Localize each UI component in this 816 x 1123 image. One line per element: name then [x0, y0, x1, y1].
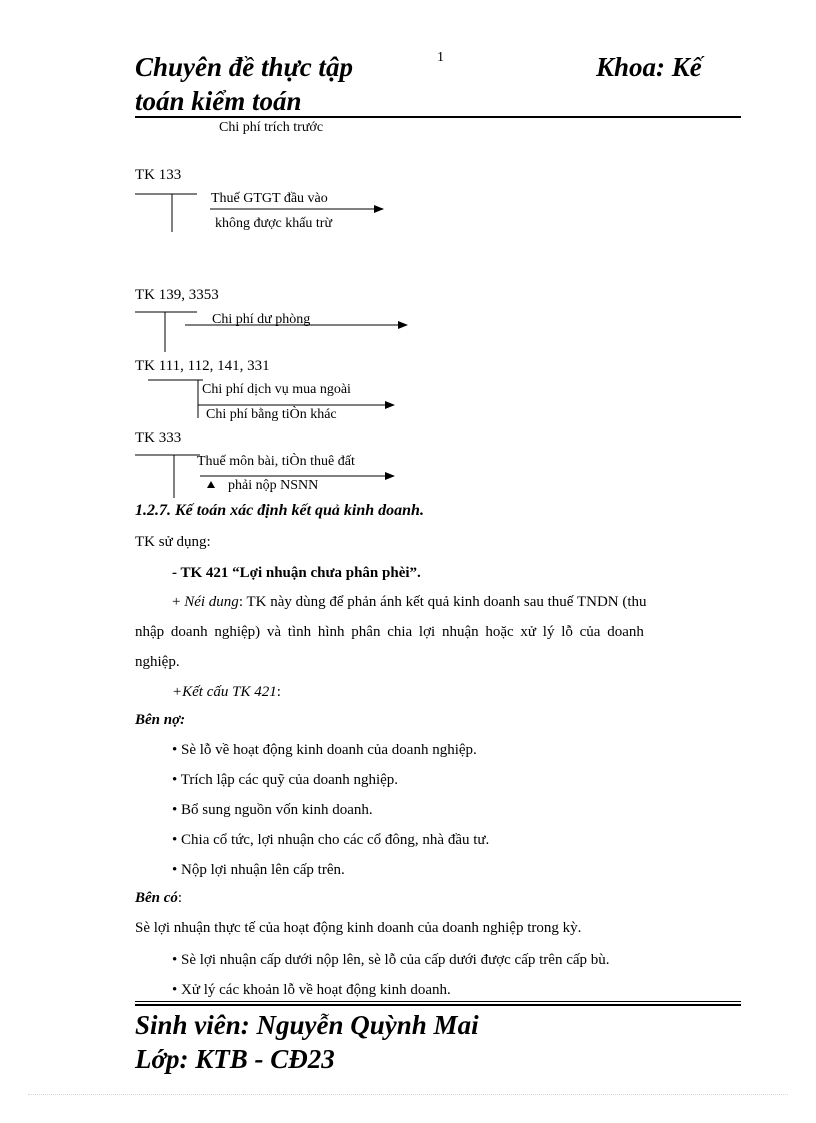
ben-no-item — [172, 772, 398, 789]
ben-no-item-text: Bổ sung nguồn vốn kinh doanh. — [181, 802, 373, 818]
ben-co-item-text: Xử lý các khoản lỗ về hoạt động kinh doanh. — [181, 982, 451, 998]
bullet: • — [172, 772, 178, 788]
ben-no-item-text: Trích lập các quỹ của doanh nghiệp. — [180, 772, 399, 788]
ket-cau-colon: : — [276, 684, 281, 700]
ben-no-item — [172, 742, 477, 759]
tk111-line1: Chi phí dịch vụ mua ngoài — [202, 382, 351, 397]
ket-cau-line — [172, 684, 281, 701]
ben-no-item-text: Nộp lợi nhuận lên cấp trên. — [181, 862, 345, 878]
bullet: • — [172, 982, 178, 998]
ben-co-item — [172, 982, 451, 999]
noi-dung-line2: nhập doanh nghiệp) và tình hình phân chia lợi nhuận hoặc xử lý lỗ của doanh — [135, 624, 644, 640]
tk-used-label: TK sử dụng: — [135, 534, 211, 550]
ben-no-item-text: Chia cổ tức, lợi nhuận cho các cổ đông, nhà đầu tư. — [181, 832, 490, 848]
section-title: 1.2.7. Kế toán xác định kết quả kinh doanh. — [135, 502, 424, 519]
noi-dung-label: Néi dung — [184, 594, 239, 610]
tk333-small-arrowhead — [207, 481, 215, 488]
ben-no-item-text: Sè lỗ về hoạt động kinh doanh của doanh nghiệp. — [181, 742, 477, 758]
ben-no-item — [172, 832, 489, 849]
noi-dung-line3: nghiệp. — [135, 654, 180, 670]
bullet: • — [172, 832, 178, 848]
tk421-title: - TK 421 “Lợi nhuận chưa phân phèi”. — [172, 565, 421, 581]
footer-rule-top — [135, 1001, 741, 1002]
footer-class: Lớp: KTB - CĐ23 — [135, 1044, 335, 1074]
ben-co-item — [172, 952, 610, 969]
header-title-left: Chuyên đề thực tập — [135, 52, 353, 82]
footer-student: Sinh viên: Nguyễn Quỳnh Mai — [135, 1010, 479, 1040]
tk139-line1: Chi phí dư phòng — [212, 312, 311, 327]
bullet: • — [172, 802, 178, 818]
noi-dung-line1 — [172, 594, 647, 611]
bullet: • — [172, 952, 178, 968]
bullet: • — [172, 862, 178, 878]
header-title-left-cont: toán kiểm toán — [135, 86, 302, 116]
tk133-line2: không được khấu trừ — [215, 216, 333, 231]
ben-no-item — [172, 802, 373, 819]
account-tk133: TK 133 — [135, 167, 182, 183]
ben-co-heading: Bên có — [135, 890, 178, 906]
page-bottom-dotted-divider — [28, 1094, 788, 1095]
tk133-line1: Thuế GTGT đầu vào — [211, 191, 328, 206]
tk333-line2: phải nộp NSNN — [228, 478, 319, 493]
ben-co-text: Sè lợi nhuận thực tế của hoạt động kinh doanh của doanh nghiệp trong kỳ. — [135, 920, 582, 936]
ben-no-heading: Bên nợ: — [135, 712, 186, 728]
ben-no-item — [172, 862, 345, 879]
ben-co-colon: : — [177, 890, 183, 906]
footer-rule-bottom — [135, 1004, 741, 1006]
bullet: • — [172, 742, 178, 758]
account-tk139: TK 139, 3353 — [135, 287, 219, 303]
account-tk111: TK 111, 112, 141, 331 — [135, 358, 270, 374]
page-number: 1 — [437, 50, 444, 65]
noi-dung-prefix: + — [172, 594, 185, 610]
header-title-right: Khoa: Kế — [596, 52, 702, 82]
account-tk333: TK 333 — [135, 430, 182, 446]
ben-co-heading-line — [135, 890, 182, 907]
tk333-line1: Thuế môn bài, tiÒn thuê đất — [197, 454, 355, 469]
diagram-top-label: Chi phí trích trước — [219, 120, 324, 135]
ket-cau-label: +Kết cấu TK 421 — [172, 684, 277, 700]
tk111-line2: Chi phí bằng tiÒn khác — [206, 407, 337, 422]
ben-co-item-text: Sè lợi nhuận cấp dưới nộp lên, sè lỗ của cấp dưới được cấp trên cấp bù. — [181, 952, 610, 968]
noi-dung-text: : TK này dùng để phản ánh kết quả kinh doanh sau thuế TNDN (thu — [238, 594, 647, 610]
